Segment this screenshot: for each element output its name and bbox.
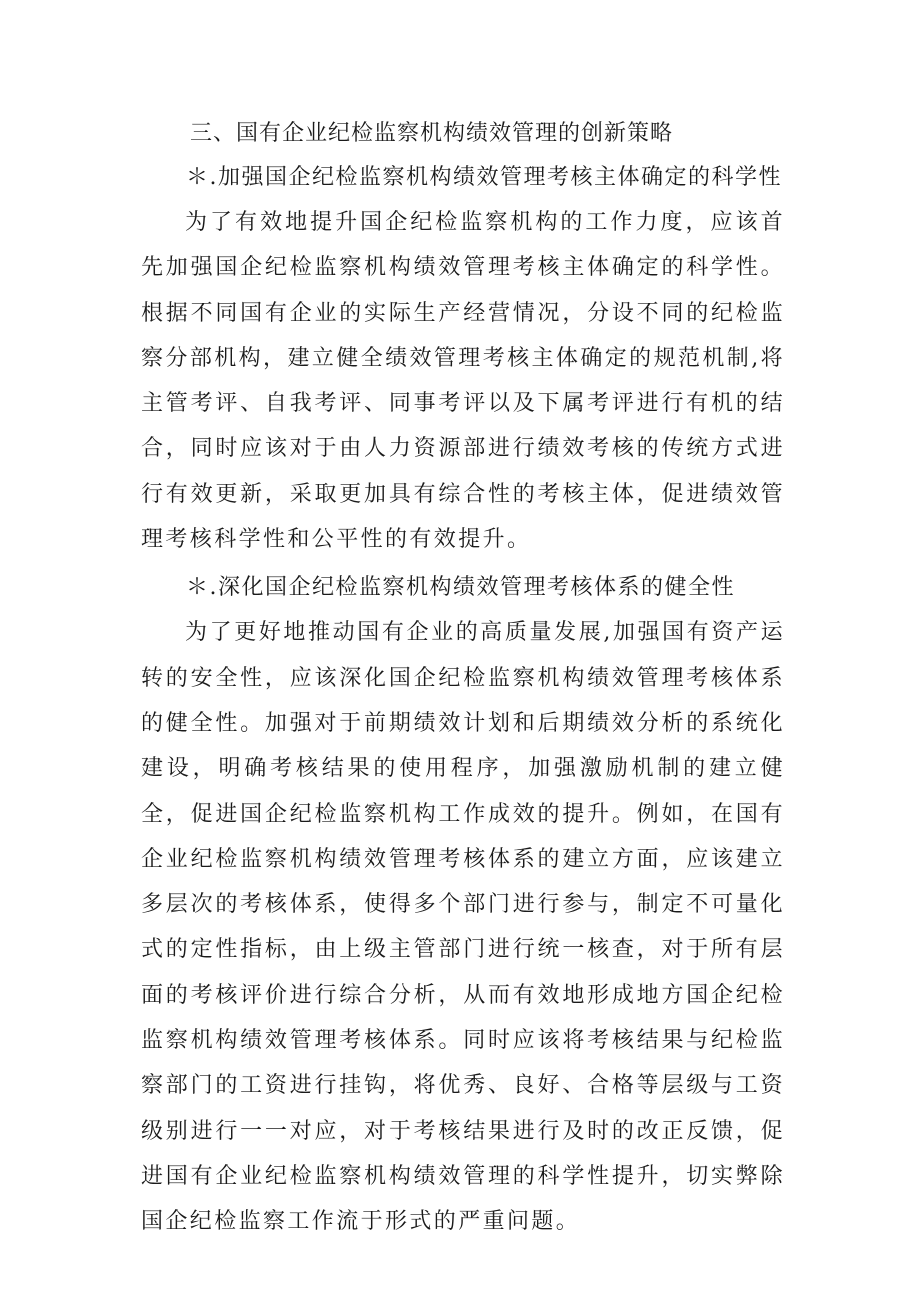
section-heading: 三、国有企业纪检监察机构绩效管理的创新策略	[190, 121, 674, 146]
subsection-heading-1: ＊.加强国企纪检监察机构绩效管理考核主体确定的科学性	[186, 165, 782, 190]
subsection-heading-2: ＊.深化国企纪检监察机构绩效管理考核体系的健全性	[186, 575, 735, 601]
paragraph-1: 为了有效地提升国企纪检监察机构的工作力度，应该首先加强国企纪检监察机构绩效管理考核主体确定的科学性。根据不同国有企业的实际生产经营情况，分设不同的纪检监察分部机构，建立健全绩效管理考核主体确定的规范机制,将主管考评、自我考评、同事考评以及下属考评进行有机的结合，同时应该对于由人力资源部进行绩效考核的传统方式进行有效更新，采取更加具有综合性的考核主体，促进绩效管理考核科学性和公平性的有效提升。	[141, 210, 785, 553]
paragraph-2: 为了更好地推动国有企业的高质量发展,加强国有资产运转的安全性，应该深化国企纪检监察机构绩效管理考核体系的健全性。加强对于前期绩效计划和后期绩效分析的系统化建设，明确考核结果的使用程序，加强激励机制的建立健全，促进国企纪检监察机构工作成效的提升。例如，在国有企业纪检监察机构绩效管理考核体系的建立方面，应该建立多层次的考核体系，使得多个部门进行参与，制定不可量化式的定性指标，由上级主管部门进行统一核查，对于所有层面的考核评价进行综合分析，从而有效地形成地方国企纪检监察机构绩效管理考核体系。同时应该将考核结果与纪检监察部门的工资进行挂钩，将优秀、良好、合格等层级与工资级别进行一一对应，对于考核结果进行及时的改正反馈，促进国有企业纪检监察机构绩效管理的科学性提升，切实弊除国企纪检监察工作流于形式的严重问题。	[141, 620, 785, 1235]
document-body	[141, 112, 785, 1245]
